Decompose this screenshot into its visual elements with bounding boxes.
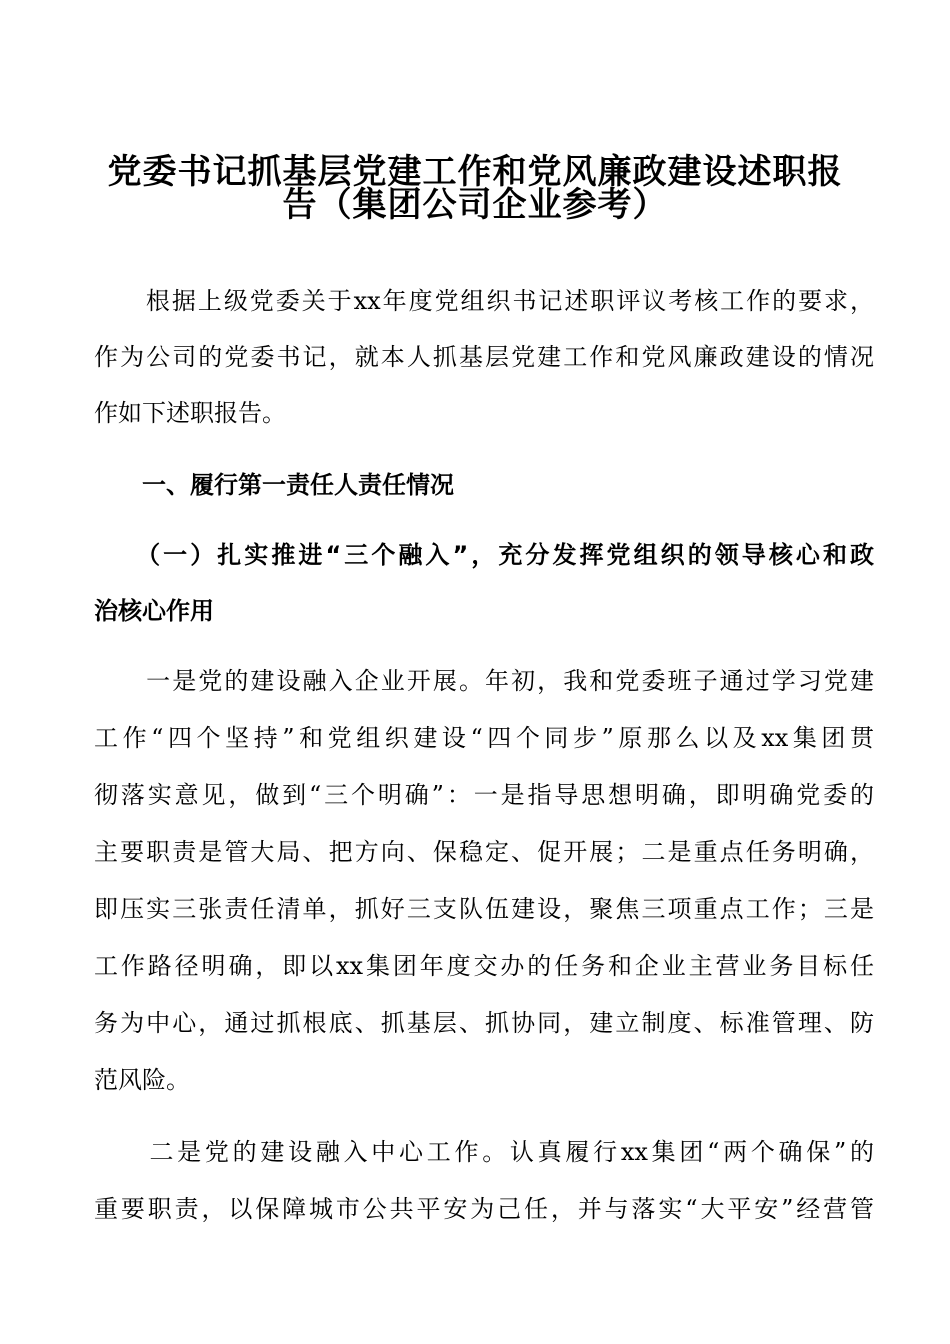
intro-line-2: 作为公司的党委书记，就本人抓基层党建工作和党风廉政建设的情况 [94,343,874,371]
subsection-heading-line-2: 治核心作用 [94,597,214,625]
paragraph-1-line-1: 一是党的建设融入企业开展。年初，我和党委班子通过学习党建 [94,667,874,695]
paragraph-1-line-4: 主要职责是管大局、把方向、保稳定、促开展；二是重点任务明确， [94,838,874,866]
paragraph-1-line-7: 务为中心，通过抓根底、抓基层、抓协同，建立制度、标准管理、防 [94,1009,874,1037]
section-heading: 一、履行第一责任人责任情况 [94,471,454,499]
subsection-heading-line-1: （一）扎实推进“三个融入”，充分发挥党组织的领导核心和政 [94,541,874,569]
paragraph-1-line-3: 彻落实意见，做到“三个明确”：一是指导思想明确，即明确党委的 [94,781,874,809]
paragraph-1-line-5: 即压实三张责任清单，抓好三支队伍建设，聚焦三项重点工作；三是 [94,895,874,923]
intro-line-3: 作如下述职报告。 [94,399,286,427]
paragraph-1-line-2: 工作“四个坚持”和党组织建设“四个同步”原那么以及xx集团贯 [94,724,874,752]
paragraph-1-line-8: 范风险。 [94,1066,190,1094]
document-title-line-1: 党委书记抓基层党建工作和党风廉政建设述职报 [107,152,843,192]
paragraph-2-line-1: 二是党的建设融入中心工作。认真履行xx集团“两个确保”的 [94,1138,874,1166]
document-title-line-2: 告（集团公司企业参考） [282,185,668,225]
paragraph-2-line-2: 重要职责，以保障城市公共平安为己任，并与落实“大平安”经营管 [94,1195,874,1223]
paragraph-1-line-6: 工作路径明确，即以xx集团年度交办的任务和企业主营业务目标任 [94,952,874,980]
intro-line-1: 根据上级党委关于xx年度党组织书记述职评议考核工作的要求， [94,287,874,315]
